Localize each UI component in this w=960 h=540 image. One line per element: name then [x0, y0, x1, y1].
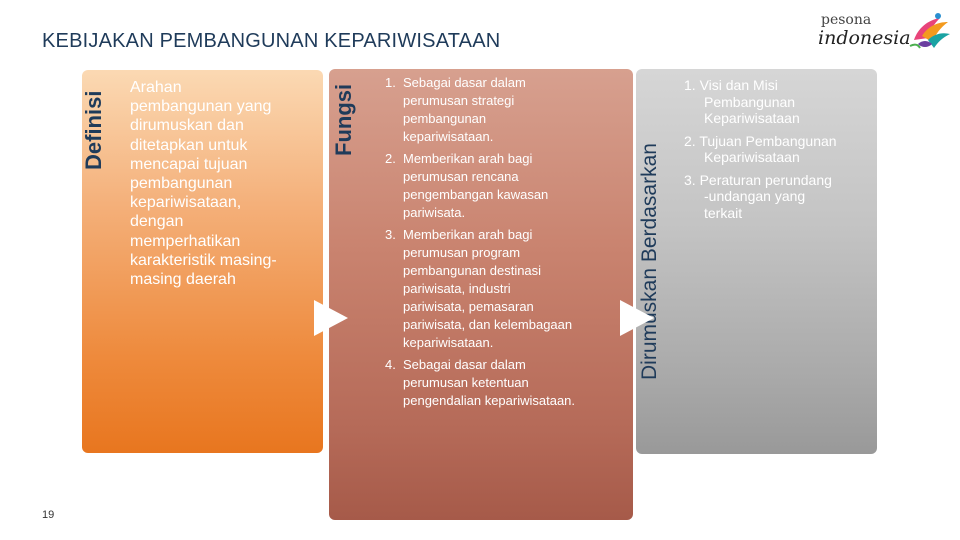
fungsi-item-number: 2. [385, 151, 396, 166]
dirumuskan-list [684, 77, 870, 227]
definisi-line: dirumuskan dan [130, 117, 244, 135]
fungsi-line: perumusan strategi [403, 93, 515, 108]
dirumuskan-line: terkait [704, 204, 743, 221]
fungsi-item-number: 4. [385, 357, 396, 372]
fungsi-line: pariwisata, dan kelembagaan [403, 317, 573, 332]
definisi-line: memperhatikan [130, 232, 241, 250]
arrow-right-icon [314, 300, 348, 336]
fungsi-item-1 [385, 74, 625, 146]
fungsi-item-2 [385, 150, 625, 222]
dirumuskan-line: -undangan yang [704, 188, 806, 204]
fungsi-line: pembangunan [403, 111, 487, 126]
fungsi-line: pariwisata. [403, 205, 466, 220]
definisi-line: kepariwisataan, [130, 194, 242, 212]
fungsi-line: kepariwisataan. [403, 335, 494, 350]
fungsi-line: perumusan rencana [403, 169, 519, 184]
fungsi-list [385, 74, 625, 414]
logo-top-text: pesona [821, 12, 872, 28]
fungsi-line: kepariwisataan. [403, 129, 494, 144]
fungsi-line: Memberikan arah bagi [403, 227, 533, 242]
fungsi-line: pengendalian kepariwisataan. [403, 393, 576, 408]
fungsi-line: Sebagai dasar dalam [403, 75, 526, 90]
definisi-line: dengan [130, 213, 184, 231]
definisi-line: Arahan [130, 79, 182, 96]
bird-icon [908, 10, 952, 52]
dirumuskan-item-2 [684, 133, 870, 166]
fungsi-item-3 [385, 226, 625, 352]
fungsi-line: pengembangan kawasan [403, 187, 549, 202]
dirumuskan-line: Kepariwisataan [704, 149, 800, 165]
fungsi-line: Memberikan arah bagi [403, 151, 533, 166]
fungsi-line: perumusan program [403, 245, 521, 260]
dirumuskan-item-1 [684, 77, 870, 127]
definisi-text [130, 78, 310, 289]
fungsi-item-4 [385, 356, 625, 410]
definisi-line: karakteristik masing- [130, 251, 277, 269]
definisi-line: ditetapkan untuk [130, 136, 248, 154]
fungsi-item-number: 1. [385, 75, 396, 90]
definisi-line: masing daerah [130, 271, 236, 289]
dirumuskan-line: 3. Peraturan perundang [684, 171, 832, 188]
definisi-label: Definisi [81, 90, 106, 170]
dirumuskan-line: Kepariwisataan [704, 110, 800, 126]
page-title: KEBIJAKAN PEMBANGUNAN KEPARIWISATAAN [42, 30, 501, 52]
definisi-line: pembangunan yang [130, 98, 272, 116]
fungsi-line: pembangunan destinasi [403, 263, 542, 278]
logo-main-text: indonesia [818, 27, 911, 49]
dirumuskan-line: Pembangunan [704, 93, 796, 110]
page-number: 19 [42, 509, 55, 521]
fungsi-line: perumusan ketentuan [403, 375, 529, 390]
definisi-line: pembangunan [130, 175, 233, 193]
pesona-indonesia-logo [818, 10, 948, 50]
dirumuskan-item-3 [684, 172, 870, 222]
arrow-right-icon [620, 300, 654, 336]
fungsi-line: pariwisata, pemasaran [403, 299, 534, 314]
definisi-line: mencapai tujuan [130, 155, 248, 173]
fungsi-label: Fungsi [331, 83, 356, 156]
fungsi-line: Sebagai dasar dalam [403, 357, 526, 372]
dirumuskan-label: Dirumuskan Berdasarkan [638, 143, 661, 380]
dirumuskan-line: 2. Tujuan Pembangunan [684, 132, 837, 149]
fungsi-item-number: 3. [385, 227, 396, 242]
dirumuskan-line: 1. Visi dan Misi [684, 77, 778, 93]
fungsi-line: pariwisata, industri [403, 281, 511, 296]
